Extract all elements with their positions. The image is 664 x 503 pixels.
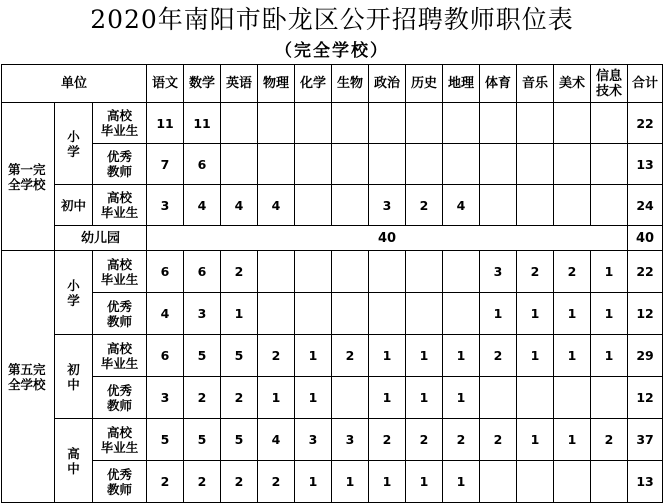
value-cell: [295, 103, 332, 144]
value-cell: 2: [406, 419, 443, 461]
value-cell: [443, 103, 480, 144]
value-cell: 4: [443, 185, 480, 226]
value-cell: [221, 103, 258, 144]
value-cell: [295, 251, 332, 293]
value-cell: 1: [591, 293, 628, 335]
value-cell: 2: [406, 185, 443, 226]
table-row: [2, 185, 663, 226]
value-cell: [369, 293, 406, 335]
value-cell: 2: [480, 419, 517, 461]
staff-type-line2: 毕业生: [100, 123, 139, 138]
value-cell: [332, 251, 369, 293]
staff-type-line2: 教师: [107, 481, 133, 497]
value-cell: [554, 461, 591, 503]
value-cell: 1: [406, 377, 443, 419]
value-cell: 1: [554, 335, 591, 377]
value-cell: 2: [591, 419, 628, 461]
value-cell: 4: [147, 293, 184, 335]
value-cell: [554, 185, 591, 226]
value-cell: [332, 103, 369, 144]
value-cell: 5: [221, 419, 258, 461]
value-cell: 11: [147, 103, 184, 144]
value-cell: [369, 251, 406, 293]
value-cell: [443, 144, 480, 185]
level-label: 高中: [67, 445, 80, 476]
school-name: [2, 251, 55, 503]
value-cell: 1: [443, 335, 480, 377]
value-cell: 4: [221, 185, 258, 226]
value-cell: 3: [184, 293, 221, 335]
value-cell: [221, 144, 258, 185]
staff-type-line2: 毕业生: [100, 439, 139, 455]
value-cell: 3: [295, 419, 332, 461]
staff-type-line1: 优秀: [107, 149, 133, 164]
staff-type-line2: 毕业生: [100, 355, 139, 371]
page-title: 2020年南阳市卧龙区公开招聘教师职位表: [90, 5, 574, 34]
value-cell: 1: [221, 293, 258, 335]
level-cell: [55, 419, 93, 503]
staff-type: [93, 144, 147, 185]
header-subject: 体育: [480, 65, 517, 103]
header-subject: 音乐: [517, 65, 554, 103]
total-cell: 22: [628, 251, 663, 293]
table-row: [2, 461, 663, 503]
value-cell: 11: [184, 103, 221, 144]
value-cell: [332, 377, 369, 419]
value-cell: 1: [369, 461, 406, 503]
total-cell: 24: [628, 185, 663, 226]
value-cell: [258, 251, 295, 293]
value-cell: 1: [591, 251, 628, 293]
value-cell: 3: [369, 185, 406, 226]
value-cell: 6: [184, 144, 221, 185]
table-row: [2, 103, 663, 144]
kindergarten-value: 40: [147, 226, 628, 251]
value-cell: 1: [443, 377, 480, 419]
staff-type: [93, 335, 147, 377]
value-cell: [406, 144, 443, 185]
header-info-line1: 信息: [596, 68, 623, 84]
value-cell: [554, 377, 591, 419]
staff-type-line2: 教师: [107, 397, 133, 413]
value-cell: [369, 144, 406, 185]
school-name-line1: 第五完: [8, 361, 46, 377]
value-cell: 1: [517, 419, 554, 461]
staff-type-line1: 优秀: [107, 466, 133, 482]
value-cell: [406, 293, 443, 335]
value-cell: 4: [184, 185, 221, 226]
value-cell: [406, 251, 443, 293]
value-cell: [258, 103, 295, 144]
value-cell: [443, 251, 480, 293]
value-cell: 1: [517, 335, 554, 377]
staff-type: [93, 185, 147, 226]
school-name: [2, 103, 55, 251]
value-cell: 3: [147, 185, 184, 226]
value-cell: [480, 103, 517, 144]
staff-type-line1: 高校: [107, 424, 133, 440]
value-cell: 1: [295, 461, 332, 503]
value-cell: 2: [184, 461, 221, 503]
header-subject: 美术: [554, 65, 591, 103]
value-cell: 1: [332, 461, 369, 503]
value-cell: 5: [184, 335, 221, 377]
staff-type-line1: 高校: [107, 256, 133, 272]
header-unit: 单位: [2, 65, 147, 103]
value-cell: 3: [332, 419, 369, 461]
value-cell: [480, 461, 517, 503]
value-cell: [480, 144, 517, 185]
value-cell: 2: [554, 251, 591, 293]
value-cell: 6: [147, 335, 184, 377]
level-label: 小学: [67, 277, 80, 308]
table-row: [2, 419, 663, 461]
value-cell: 1: [258, 377, 295, 419]
value-cell: [406, 103, 443, 144]
staff-type-line1: 高校: [107, 340, 133, 356]
total-cell: 37: [628, 419, 663, 461]
value-cell: 1: [554, 293, 591, 335]
table-row: [2, 377, 663, 419]
staff-type-line1: 高校: [107, 190, 133, 205]
header-row: [2, 65, 663, 103]
value-cell: [332, 293, 369, 335]
page-subtitle: （完全学校）: [275, 41, 389, 61]
value-cell: [258, 293, 295, 335]
header-subject-info-tech: [591, 65, 628, 103]
value-cell: [591, 377, 628, 419]
staff-type: [93, 293, 147, 335]
value-cell: 2: [258, 461, 295, 503]
table-row: [2, 335, 663, 377]
level-cell: [55, 251, 93, 335]
value-cell: 6: [184, 251, 221, 293]
total-cell: 22: [628, 103, 663, 144]
table-row: [2, 293, 663, 335]
table-row: [2, 144, 663, 185]
value-cell: 1: [554, 419, 591, 461]
school-name-line2: 全学校: [8, 176, 46, 192]
value-cell: [554, 103, 591, 144]
header-subject: 英语: [221, 65, 258, 103]
staff-type: [93, 103, 147, 144]
value-cell: [332, 144, 369, 185]
value-cell: 2: [332, 335, 369, 377]
header-subject: 物理: [258, 65, 295, 103]
positions-table: [1, 64, 663, 503]
value-cell: [591, 103, 628, 144]
level-cell: [55, 103, 93, 185]
level-label: 小学: [67, 128, 80, 159]
school-name-line1: 第一完: [8, 161, 46, 177]
value-cell: 5: [221, 335, 258, 377]
staff-type: [93, 461, 147, 503]
value-cell: 3: [147, 377, 184, 419]
level-cell: 初中: [55, 185, 93, 226]
value-cell: [295, 185, 332, 226]
header-subject: 语文: [147, 65, 184, 103]
value-cell: 5: [184, 419, 221, 461]
value-cell: 2: [221, 251, 258, 293]
staff-type-line2: 教师: [107, 164, 133, 179]
value-cell: 1: [369, 335, 406, 377]
staff-type: [93, 419, 147, 461]
table-row-kindergarten: [2, 226, 663, 251]
staff-type-line1: 高校: [107, 108, 133, 123]
value-cell: 4: [258, 185, 295, 226]
kindergarten-label: 幼儿园: [55, 226, 147, 251]
staff-type: [93, 251, 147, 293]
total-cell: 12: [628, 377, 663, 419]
staff-type-line2: 教师: [107, 313, 133, 329]
value-cell: 1: [295, 335, 332, 377]
level-cell: [55, 335, 93, 419]
value-cell: 6: [147, 251, 184, 293]
value-cell: [517, 185, 554, 226]
value-cell: [517, 144, 554, 185]
value-cell: 2: [184, 377, 221, 419]
header-subject: 地理: [443, 65, 480, 103]
value-cell: 2: [147, 461, 184, 503]
header-subject: 政治: [369, 65, 406, 103]
value-cell: [332, 185, 369, 226]
value-cell: [295, 293, 332, 335]
value-cell: [554, 144, 591, 185]
header-total: 合计: [628, 65, 663, 103]
value-cell: 1: [480, 293, 517, 335]
value-cell: 1: [517, 293, 554, 335]
value-cell: 2: [221, 461, 258, 503]
value-cell: [517, 103, 554, 144]
value-cell: [591, 461, 628, 503]
value-cell: 2: [258, 335, 295, 377]
total-cell: 12: [628, 293, 663, 335]
staff-type-line2: 毕业生: [100, 271, 139, 287]
staff-type-line2: 毕业生: [100, 205, 139, 220]
value-cell: 1: [406, 461, 443, 503]
value-cell: 1: [443, 461, 480, 503]
header-subject: 生物: [332, 65, 369, 103]
value-cell: [295, 144, 332, 185]
value-cell: 1: [591, 335, 628, 377]
value-cell: 2: [480, 335, 517, 377]
staff-type-line1: 优秀: [107, 382, 133, 398]
value-cell: [443, 293, 480, 335]
staff-type: [93, 377, 147, 419]
value-cell: [369, 103, 406, 144]
value-cell: [258, 144, 295, 185]
value-cell: [480, 185, 517, 226]
value-cell: [517, 461, 554, 503]
value-cell: [591, 144, 628, 185]
value-cell: 4: [258, 419, 295, 461]
header-subject: 数学: [184, 65, 221, 103]
total-cell: 40: [628, 226, 663, 251]
value-cell: 2: [517, 251, 554, 293]
value-cell: [480, 377, 517, 419]
header-info-line2: 技术: [596, 83, 623, 99]
value-cell: 2: [443, 419, 480, 461]
table-row: [2, 251, 663, 293]
value-cell: 2: [369, 419, 406, 461]
header-subject: 历史: [406, 65, 443, 103]
value-cell: 1: [369, 377, 406, 419]
value-cell: 1: [406, 335, 443, 377]
header-subject: 化学: [295, 65, 332, 103]
value-cell: [591, 185, 628, 226]
school-name-line2: 全学校: [8, 376, 46, 392]
total-cell: 13: [628, 461, 663, 503]
total-cell: 13: [628, 144, 663, 185]
level-label: 初中: [67, 361, 80, 392]
value-cell: 3: [480, 251, 517, 293]
staff-type-line1: 优秀: [107, 298, 133, 314]
value-cell: 7: [147, 144, 184, 185]
total-cell: 29: [628, 335, 663, 377]
value-cell: 5: [147, 419, 184, 461]
value-cell: 1: [295, 377, 332, 419]
value-cell: [517, 377, 554, 419]
value-cell: 2: [221, 377, 258, 419]
